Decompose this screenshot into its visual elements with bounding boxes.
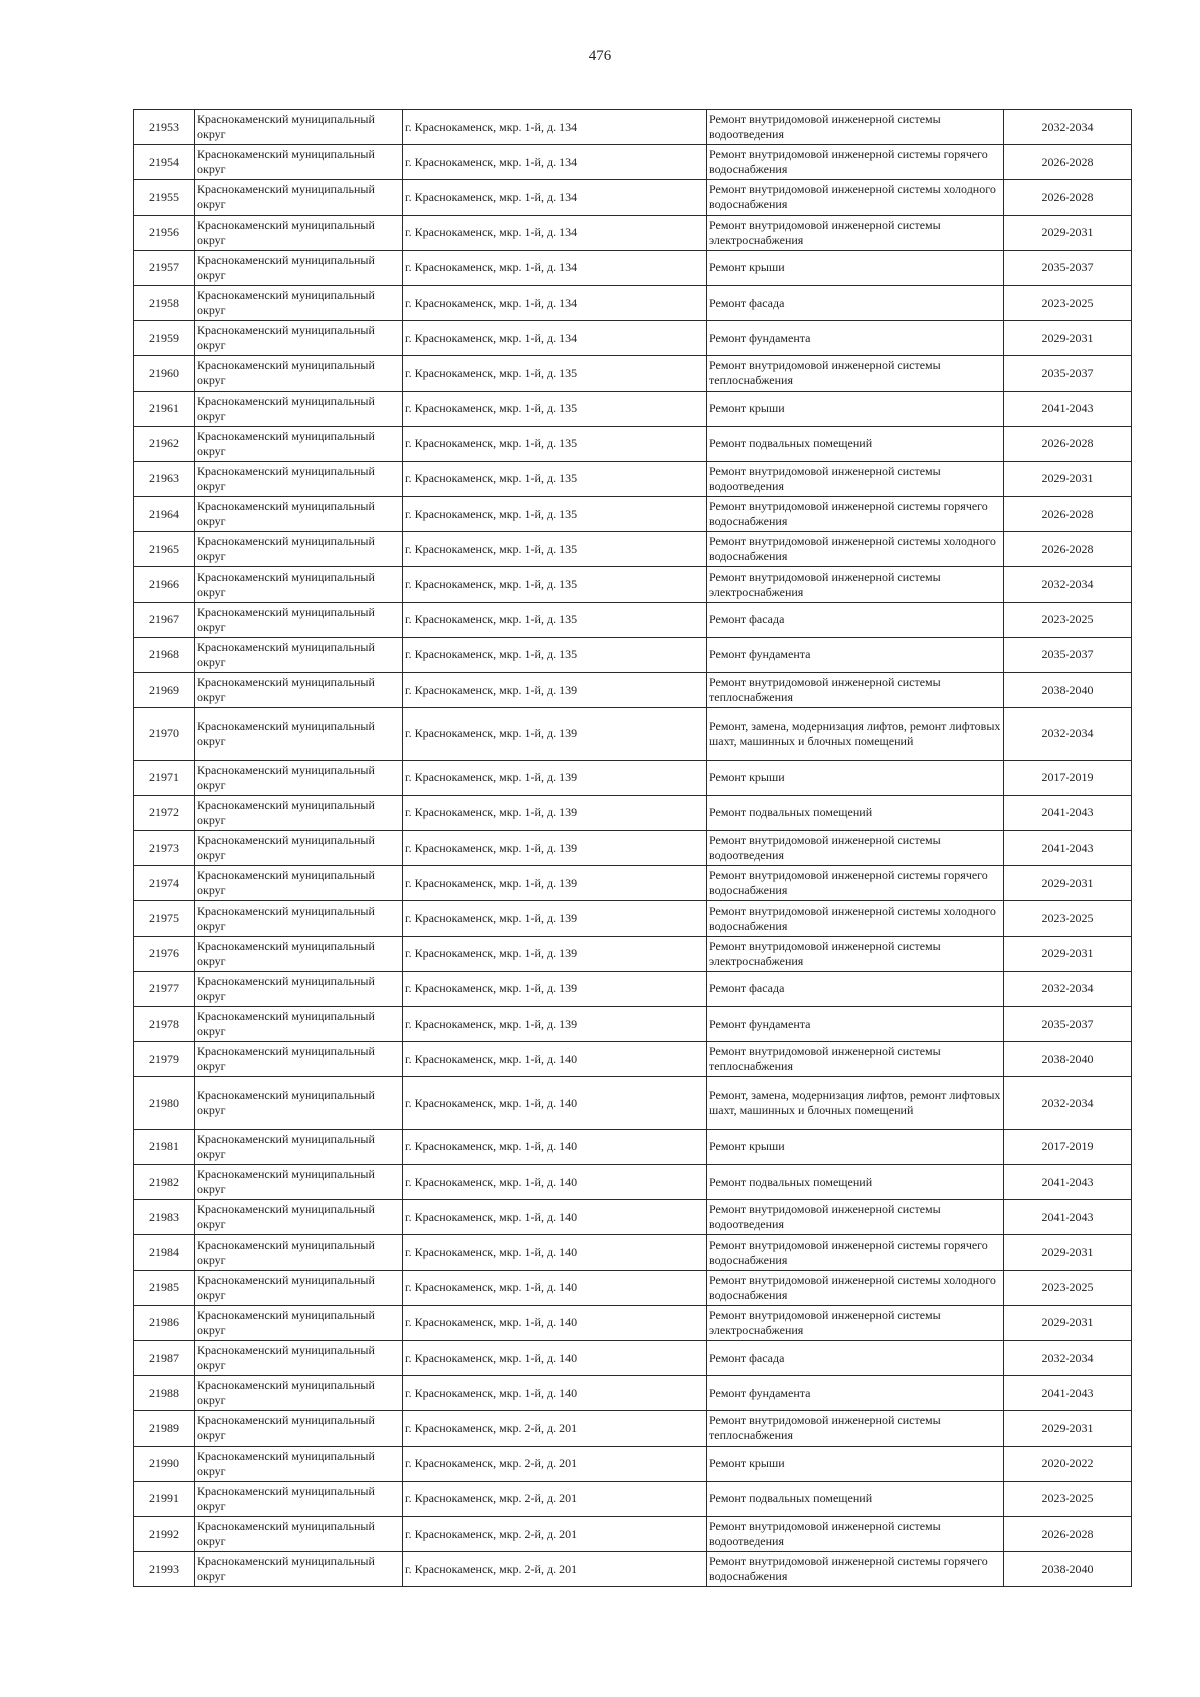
municipality-cell: Краснокаменский муниципальный округ	[195, 321, 403, 356]
work-type-cell: Ремонт внутридомовой инженерной системы водоотведения	[707, 461, 1004, 496]
municipality-cell: Краснокаменский муниципальный округ	[195, 831, 403, 866]
row-number-cell: 21990	[134, 1446, 195, 1481]
table-row	[134, 760, 1132, 795]
municipality-cell: Краснокаменский муниципальный округ	[195, 971, 403, 1006]
table-row	[134, 1552, 1132, 1587]
row-number-cell: 21991	[134, 1481, 195, 1516]
period-cell: 2038-2040	[1004, 1042, 1132, 1077]
work-type-cell: Ремонт внутридомовой инженерной системы холодного водоснабжения	[707, 532, 1004, 567]
work-type-cell: Ремонт подвальных помещений	[707, 1165, 1004, 1200]
period-cell: 2041-2043	[1004, 1165, 1132, 1200]
row-number-cell: 21976	[134, 936, 195, 971]
municipality-cell: Краснокаменский муниципальный округ	[195, 250, 403, 285]
work-type-cell: Ремонт внутридомовой инженерной системы водоотведения	[707, 831, 1004, 866]
work-type-cell: Ремонт крыши	[707, 391, 1004, 426]
period-cell: 2032-2034	[1004, 1077, 1132, 1130]
period-cell: 2029-2031	[1004, 321, 1132, 356]
table-row	[134, 250, 1132, 285]
municipality-cell: Краснокаменский муниципальный округ	[195, 1270, 403, 1305]
work-type-cell: Ремонт внутридомовой инженерной системы горячего водоснабжения	[707, 497, 1004, 532]
period-cell: 2041-2043	[1004, 831, 1132, 866]
row-number-cell: 21993	[134, 1552, 195, 1587]
row-number-cell: 21971	[134, 760, 195, 795]
period-cell: 2023-2025	[1004, 1481, 1132, 1516]
table-row	[134, 673, 1132, 708]
address-cell: г. Краснокаменск, мкр. 1-й, д. 139	[403, 831, 707, 866]
address-cell: г. Краснокаменск, мкр. 1-й, д. 140	[403, 1077, 707, 1130]
period-cell: 2023-2025	[1004, 285, 1132, 320]
municipality-cell: Краснокаменский муниципальный округ	[195, 1077, 403, 1130]
period-cell: 2038-2040	[1004, 1552, 1132, 1587]
table-row	[134, 285, 1132, 320]
municipality-cell: Краснокаменский муниципальный округ	[195, 1552, 403, 1587]
period-cell: 2017-2019	[1004, 760, 1132, 795]
work-type-cell: Ремонт фундамента	[707, 321, 1004, 356]
row-number-cell: 21983	[134, 1200, 195, 1235]
period-cell: 2032-2034	[1004, 971, 1132, 1006]
row-number-cell: 21972	[134, 795, 195, 830]
address-cell: г. Краснокаменск, мкр. 2-й, д. 201	[403, 1411, 707, 1446]
table-row	[134, 461, 1132, 496]
work-type-cell: Ремонт фасада	[707, 971, 1004, 1006]
row-number-cell: 21988	[134, 1376, 195, 1411]
table-row	[134, 321, 1132, 356]
work-type-cell: Ремонт внутридомовой инженерной системы электроснабжения	[707, 567, 1004, 602]
table-row	[134, 1376, 1132, 1411]
period-cell: 2041-2043	[1004, 391, 1132, 426]
work-type-cell: Ремонт внутридомовой инженерной системы теплоснабжения	[707, 356, 1004, 391]
row-number-cell: 21979	[134, 1042, 195, 1077]
work-type-cell: Ремонт внутридомовой инженерной системы горячего водоснабжения	[707, 1235, 1004, 1270]
row-number-cell: 21961	[134, 391, 195, 426]
row-number-cell: 21974	[134, 866, 195, 901]
table-row	[134, 1305, 1132, 1340]
work-type-cell: Ремонт фундамента	[707, 1376, 1004, 1411]
period-cell: 2029-2031	[1004, 1305, 1132, 1340]
work-type-cell: Ремонт внутридомовой инженерной системы водоотведения	[707, 1516, 1004, 1551]
work-type-cell: Ремонт внутридомовой инженерной системы теплоснабжения	[707, 673, 1004, 708]
municipality-cell: Краснокаменский муниципальный округ	[195, 391, 403, 426]
municipality-cell: Краснокаменский муниципальный округ	[195, 637, 403, 672]
row-number-cell: 21955	[134, 180, 195, 215]
municipality-cell: Краснокаменский муниципальный округ	[195, 673, 403, 708]
work-type-cell: Ремонт внутридомовой инженерной системы водоотведения	[707, 110, 1004, 145]
period-cell: 2035-2037	[1004, 637, 1132, 672]
row-number-cell: 21973	[134, 831, 195, 866]
municipality-cell: Краснокаменский муниципальный округ	[195, 1042, 403, 1077]
address-cell: г. Краснокаменск, мкр. 1-й, д. 139	[403, 971, 707, 1006]
table-row	[134, 532, 1132, 567]
municipality-cell: Краснокаменский муниципальный округ	[195, 760, 403, 795]
work-type-cell: Ремонт фундамента	[707, 637, 1004, 672]
address-cell: г. Краснокаменск, мкр. 2-й, д. 201	[403, 1516, 707, 1551]
address-cell: г. Краснокаменск, мкр. 1-й, д. 140	[403, 1200, 707, 1235]
address-cell: г. Краснокаменск, мкр. 1-й, д. 134	[403, 145, 707, 180]
row-number-cell: 21962	[134, 426, 195, 461]
address-cell: г. Краснокаменск, мкр. 1-й, д. 140	[403, 1305, 707, 1340]
work-type-cell: Ремонт внутридомовой инженерной системы электроснабжения	[707, 215, 1004, 250]
address-cell: г. Краснокаменск, мкр. 1-й, д. 135	[403, 532, 707, 567]
table-body	[134, 110, 1132, 1587]
period-cell: 2038-2040	[1004, 673, 1132, 708]
work-type-cell: Ремонт подвальных помещений	[707, 1481, 1004, 1516]
period-cell: 2029-2031	[1004, 1235, 1132, 1270]
period-cell: 2026-2028	[1004, 497, 1132, 532]
table-row	[134, 1042, 1132, 1077]
work-type-cell: Ремонт фасада	[707, 285, 1004, 320]
work-type-cell: Ремонт, замена, модернизация лифтов, ремонт лифтовых шахт, машинных и блочных помещений	[707, 1077, 1004, 1130]
municipality-cell: Краснокаменский муниципальный округ	[195, 145, 403, 180]
address-cell: г. Краснокаменск, мкр. 1-й, д. 139	[403, 866, 707, 901]
row-number-cell: 21982	[134, 1165, 195, 1200]
table-row	[134, 971, 1132, 1006]
table-row	[134, 901, 1132, 936]
row-number-cell: 21980	[134, 1077, 195, 1130]
row-number-cell: 21975	[134, 901, 195, 936]
address-cell: г. Краснокаменск, мкр. 1-й, д. 140	[403, 1376, 707, 1411]
table-row	[134, 1446, 1132, 1481]
row-number-cell: 21967	[134, 602, 195, 637]
address-cell: г. Краснокаменск, мкр. 1-й, д. 135	[403, 497, 707, 532]
municipality-cell: Краснокаменский муниципальный округ	[195, 795, 403, 830]
table-row	[134, 356, 1132, 391]
row-number-cell: 21992	[134, 1516, 195, 1551]
row-number-cell: 21953	[134, 110, 195, 145]
address-cell: г. Краснокаменск, мкр. 2-й, д. 201	[403, 1552, 707, 1587]
period-cell: 2029-2031	[1004, 461, 1132, 496]
period-cell: 2023-2025	[1004, 602, 1132, 637]
period-cell: 2026-2028	[1004, 180, 1132, 215]
row-number-cell: 21987	[134, 1341, 195, 1376]
period-cell: 2029-2031	[1004, 936, 1132, 971]
work-type-cell: Ремонт внутридомовой инженерной системы горячего водоснабжения	[707, 866, 1004, 901]
period-cell: 2041-2043	[1004, 795, 1132, 830]
address-cell: г. Краснокаменск, мкр. 1-й, д. 135	[403, 602, 707, 637]
table-row	[134, 391, 1132, 426]
period-cell: 2026-2028	[1004, 532, 1132, 567]
municipality-cell: Краснокаменский муниципальный округ	[195, 1341, 403, 1376]
row-number-cell: 21989	[134, 1411, 195, 1446]
page-number: 476	[588, 48, 612, 64]
period-cell: 2032-2034	[1004, 110, 1132, 145]
municipality-cell: Краснокаменский муниципальный округ	[195, 285, 403, 320]
municipality-cell: Краснокаменский муниципальный округ	[195, 1305, 403, 1340]
municipality-cell: Краснокаменский муниципальный округ	[195, 1235, 403, 1270]
municipality-cell: Краснокаменский муниципальный округ	[195, 1007, 403, 1042]
period-cell: 2023-2025	[1004, 901, 1132, 936]
table-row	[134, 426, 1132, 461]
row-number-cell: 21954	[134, 145, 195, 180]
address-cell: г. Краснокаменск, мкр. 1-й, д. 135	[403, 391, 707, 426]
address-cell: г. Краснокаменск, мкр. 2-й, д. 201	[403, 1446, 707, 1481]
address-cell: г. Краснокаменск, мкр. 1-й, д. 134	[403, 110, 707, 145]
municipality-cell: Краснокаменский муниципальный округ	[195, 215, 403, 250]
table-row	[134, 110, 1132, 145]
table-row	[134, 866, 1132, 901]
period-cell: 2020-2022	[1004, 1446, 1132, 1481]
municipality-cell: Краснокаменский муниципальный округ	[195, 110, 403, 145]
work-type-cell: Ремонт внутридомовой инженерной системы холодного водоснабжения	[707, 901, 1004, 936]
municipality-cell: Краснокаменский муниципальный округ	[195, 567, 403, 602]
table-row	[134, 1129, 1132, 1164]
work-type-cell: Ремонт крыши	[707, 1129, 1004, 1164]
work-type-cell: Ремонт фундамента	[707, 1007, 1004, 1042]
work-type-cell: Ремонт крыши	[707, 760, 1004, 795]
row-number-cell: 21964	[134, 497, 195, 532]
work-type-cell: Ремонт подвальных помещений	[707, 795, 1004, 830]
municipality-cell: Краснокаменский муниципальный округ	[195, 1200, 403, 1235]
table-row	[134, 795, 1132, 830]
municipality-cell: Краснокаменский муниципальный округ	[195, 901, 403, 936]
row-number-cell: 21959	[134, 321, 195, 356]
address-cell: г. Краснокаменск, мкр. 1-й, д. 139	[403, 673, 707, 708]
period-cell: 2026-2028	[1004, 426, 1132, 461]
table-row	[134, 708, 1132, 761]
municipality-cell: Краснокаменский муниципальный округ	[195, 1129, 403, 1164]
address-cell: г. Краснокаменск, мкр. 1-й, д. 134	[403, 321, 707, 356]
row-number-cell: 21963	[134, 461, 195, 496]
address-cell: г. Краснокаменск, мкр. 1-й, д. 134	[403, 250, 707, 285]
address-cell: г. Краснокаменск, мкр. 1-й, д. 135	[403, 567, 707, 602]
work-type-cell: Ремонт внутридомовой инженерной системы горячего водоснабжения	[707, 1552, 1004, 1587]
period-cell: 2029-2031	[1004, 1411, 1132, 1446]
period-cell: 2032-2034	[1004, 1341, 1132, 1376]
table-row	[134, 1235, 1132, 1270]
table-row	[134, 637, 1132, 672]
table-row	[134, 1481, 1132, 1516]
work-type-cell: Ремонт внутридомовой инженерной системы электроснабжения	[707, 936, 1004, 971]
municipality-cell: Краснокаменский муниципальный округ	[195, 356, 403, 391]
table-row	[134, 1200, 1132, 1235]
table-row	[134, 1077, 1132, 1130]
municipality-cell: Краснокаменский муниципальный округ	[195, 1376, 403, 1411]
address-cell: г. Краснокаменск, мкр. 1-й, д. 140	[403, 1042, 707, 1077]
period-cell: 2029-2031	[1004, 215, 1132, 250]
row-number-cell: 21966	[134, 567, 195, 602]
address-cell: г. Краснокаменск, мкр. 1-й, д. 139	[403, 901, 707, 936]
address-cell: г. Краснокаменск, мкр. 1-й, д. 135	[403, 637, 707, 672]
table-row	[134, 1007, 1132, 1042]
work-type-cell: Ремонт внутридомовой инженерной системы холодного водоснабжения	[707, 1270, 1004, 1305]
period-cell: 2026-2028	[1004, 145, 1132, 180]
table-row	[134, 215, 1132, 250]
municipality-cell: Краснокаменский муниципальный округ	[195, 708, 403, 761]
period-cell: 2032-2034	[1004, 567, 1132, 602]
work-type-cell: Ремонт, замена, модернизация лифтов, ремонт лифтовых шахт, машинных и блочных помещений	[707, 708, 1004, 761]
period-cell: 2035-2037	[1004, 356, 1132, 391]
table-row	[134, 145, 1132, 180]
work-type-cell: Ремонт внутридомовой инженерной системы холодного водоснабжения	[707, 180, 1004, 215]
work-type-cell: Ремонт подвальных помещений	[707, 426, 1004, 461]
period-cell: 2035-2037	[1004, 1007, 1132, 1042]
work-type-cell: Ремонт крыши	[707, 250, 1004, 285]
work-type-cell: Ремонт внутридомовой инженерной системы электроснабжения	[707, 1305, 1004, 1340]
municipality-cell: Краснокаменский муниципальный округ	[195, 866, 403, 901]
municipality-cell: Краснокаменский муниципальный округ	[195, 532, 403, 567]
address-cell: г. Краснокаменск, мкр. 1-й, д. 140	[403, 1165, 707, 1200]
municipality-cell: Краснокаменский муниципальный округ	[195, 936, 403, 971]
work-type-cell: Ремонт фасада	[707, 1341, 1004, 1376]
table-row	[134, 936, 1132, 971]
address-cell: г. Краснокаменск, мкр. 1-й, д. 139	[403, 795, 707, 830]
row-number-cell: 21977	[134, 971, 195, 1006]
table-row	[134, 1270, 1132, 1305]
work-type-cell: Ремонт внутридомовой инженерной системы теплоснабжения	[707, 1042, 1004, 1077]
row-number-cell: 21970	[134, 708, 195, 761]
municipality-cell: Краснокаменский муниципальный округ	[195, 1516, 403, 1551]
period-cell: 2032-2034	[1004, 708, 1132, 761]
period-cell: 2041-2043	[1004, 1376, 1132, 1411]
table-row	[134, 1516, 1132, 1551]
address-cell: г. Краснокаменск, мкр. 1-й, д. 134	[403, 180, 707, 215]
municipality-cell: Краснокаменский муниципальный округ	[195, 1481, 403, 1516]
address-cell: г. Краснокаменск, мкр. 1-й, д. 140	[403, 1235, 707, 1270]
work-type-cell: Ремонт фасада	[707, 602, 1004, 637]
period-cell: 2035-2037	[1004, 250, 1132, 285]
row-number-cell: 21958	[134, 285, 195, 320]
municipality-cell: Краснокаменский муниципальный округ	[195, 180, 403, 215]
municipality-cell: Краснокаменский муниципальный округ	[195, 1446, 403, 1481]
row-number-cell: 21957	[134, 250, 195, 285]
period-cell: 2017-2019	[1004, 1129, 1132, 1164]
row-number-cell: 21986	[134, 1305, 195, 1340]
municipality-cell: Краснокаменский муниципальный округ	[195, 497, 403, 532]
table-row	[134, 567, 1132, 602]
address-cell: г. Краснокаменск, мкр. 1-й, д. 135	[403, 461, 707, 496]
address-cell: г. Краснокаменск, мкр. 1-й, д. 140	[403, 1270, 707, 1305]
table-row	[134, 831, 1132, 866]
work-type-cell: Ремонт крыши	[707, 1446, 1004, 1481]
row-number-cell: 21968	[134, 637, 195, 672]
period-cell: 2029-2031	[1004, 866, 1132, 901]
table-row	[134, 1341, 1132, 1376]
period-cell: 2023-2025	[1004, 1270, 1132, 1305]
row-number-cell: 21956	[134, 215, 195, 250]
municipality-cell: Краснокаменский муниципальный округ	[195, 1411, 403, 1446]
period-cell: 2041-2043	[1004, 1200, 1132, 1235]
work-type-cell: Ремонт внутридомовой инженерной системы горячего водоснабжения	[707, 145, 1004, 180]
address-cell: г. Краснокаменск, мкр. 1-й, д. 139	[403, 760, 707, 795]
row-number-cell: 21960	[134, 356, 195, 391]
address-cell: г. Краснокаменск, мкр. 1-й, д. 139	[403, 936, 707, 971]
address-cell: г. Краснокаменск, мкр. 1-й, д. 134	[403, 215, 707, 250]
row-number-cell: 21969	[134, 673, 195, 708]
table-row	[134, 1165, 1132, 1200]
municipality-cell: Краснокаменский муниципальный округ	[195, 461, 403, 496]
municipality-cell: Краснокаменский муниципальный округ	[195, 426, 403, 461]
address-cell: г. Краснокаменск, мкр. 2-й, д. 201	[403, 1481, 707, 1516]
table-row	[134, 180, 1132, 215]
work-type-cell: Ремонт внутридомовой инженерной системы теплоснабжения	[707, 1411, 1004, 1446]
address-cell: г. Краснокаменск, мкр. 1-й, д. 140	[403, 1341, 707, 1376]
address-cell: г. Краснокаменск, мкр. 1-й, д. 139	[403, 1007, 707, 1042]
address-cell: г. Краснокаменск, мкр. 1-й, д. 139	[403, 708, 707, 761]
work-type-cell: Ремонт внутридомовой инженерной системы водоотведения	[707, 1200, 1004, 1235]
address-cell: г. Краснокаменск, мкр. 1-й, д. 135	[403, 426, 707, 461]
repair-schedule-table	[133, 109, 1132, 1587]
row-number-cell: 21985	[134, 1270, 195, 1305]
table-row	[134, 497, 1132, 532]
row-number-cell: 21981	[134, 1129, 195, 1164]
row-number-cell: 21965	[134, 532, 195, 567]
municipality-cell: Краснокаменский муниципальный округ	[195, 1165, 403, 1200]
municipality-cell: Краснокаменский муниципальный округ	[195, 602, 403, 637]
address-cell: г. Краснокаменск, мкр. 1-й, д. 140	[403, 1129, 707, 1164]
address-cell: г. Краснокаменск, мкр. 1-й, д. 134	[403, 285, 707, 320]
table-row	[134, 1411, 1132, 1446]
row-number-cell: 21984	[134, 1235, 195, 1270]
period-cell: 2026-2028	[1004, 1516, 1132, 1551]
address-cell: г. Краснокаменск, мкр. 1-й, д. 135	[403, 356, 707, 391]
table-row	[134, 602, 1132, 637]
row-number-cell: 21978	[134, 1007, 195, 1042]
